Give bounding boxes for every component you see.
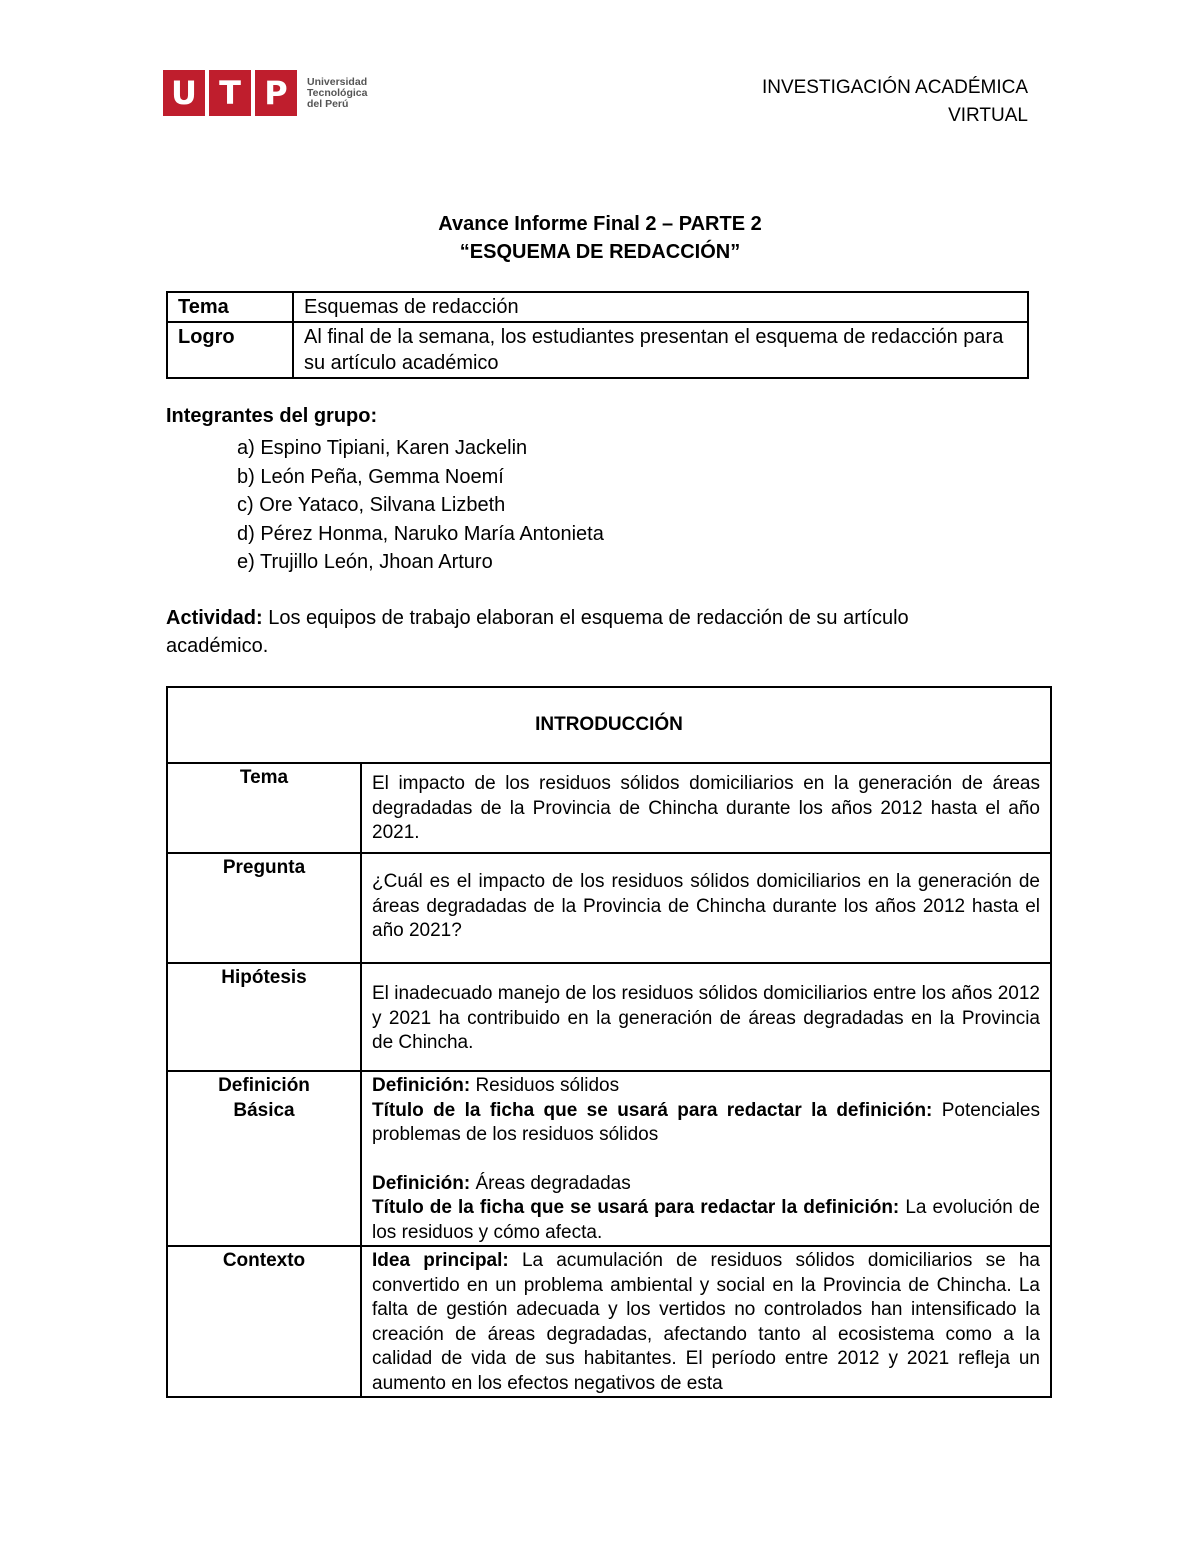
list-item: d) Pérez Honma, Naruko María Antonieta [237,522,604,545]
logo-letters [163,70,301,116]
tema-value: Esquemas de redacción [293,292,1028,322]
course-title: INVESTIGACIÓN ACADÉMICA [761,77,1028,98]
definition-2-value: Áreas degradadas [470,1172,631,1194]
table-row [167,1246,1051,1397]
hipotesis-row-value: El inadecuado manejo de los residuos sólidos domiciliarios entre los años 2012 y 2021 ha contribuido en la generación de áreas degradadas en la Provincia de Chincha. [361,963,1051,1071]
title-line-2: “ESQUEMA DE REDACCIÓN” [459,241,741,263]
contexto-row-value [361,1246,1051,1397]
definition-2 [372,1172,1040,1197]
idea-principal-label: Idea principal: [372,1250,509,1271]
pregunta-row-value: ¿Cuál es el impacto de los residuos sólidos domiciliarios en la generación de áreas degradadas de la Provincia de Chincha durante los años 2012 hasta el año 2021? [361,853,1051,963]
utp-logo [163,70,367,116]
definition-1-ficha [372,1099,1040,1148]
members-list [166,434,604,577]
activity-text: Los equipos de trabajo elaboran el esquema de redacción de su artículo académico. [166,607,909,657]
list-item: b) León Peña, Gemma Noemí [237,465,504,488]
table-row [167,963,1051,1071]
logo-text [307,77,367,110]
activity-paragraph [166,604,996,660]
members-heading: Integrantes del grupo: [166,405,378,427]
definition-2-ficha-value: La evolución de los residuos y cómo afecta. [372,1197,1040,1243]
table-row [167,853,1051,963]
definition-1-ficha-value: Potenciales problemas de los residuos sólidos [372,1099,1040,1145]
pregunta-row-label: Pregunta [167,853,361,963]
contexto-row-label: Contexto [167,1246,361,1397]
list-item: a) Espino Tipiani, Karen Jackelin [237,437,528,459]
introduction-heading: INTRODUCCIÓN [167,687,1051,763]
group-members [166,402,604,577]
ficha-label: Título de la ficha que se usará para redactar la definición: [372,1099,933,1121]
definition-1-label: Definición: [372,1075,471,1096]
table-row [167,322,1028,378]
introduction-table [166,686,1052,1398]
topic-table [166,291,1029,379]
logo-text-line: del Perú [307,97,349,110]
logo-letter-u: U [163,70,205,116]
table-row [167,1071,1051,1246]
definition-1-value: Residuos sólidos [470,1075,620,1096]
tema-row-value: El impacto de los residuos sólidos domiciliarios en la generación de áreas degradadas de la Provincia de Chincha durante los años 2012 hasta el año 2021. [361,763,1051,853]
list-item: e) Trujillo León, Jhoan Arturo [237,551,493,573]
table-row [167,687,1051,763]
logro-value: Al final de la semana, los estudiantes presentan el esquema de redacción para su artículo académico [293,322,1028,378]
definition-2-ficha [372,1196,1040,1245]
idea-principal-value: La acumulación de residuos sólidos domiciliarios se ha convertido en un problema ambiental y social en la Provincia de Chincha. La falta de gestión adecuada y los vertidos no controlados han intensificado la creación de áreas degradadas, afectando tanto al ecosistema como a la calidad de vida de sus habitantes. El período entre 2012 y 2021 refleja un aumento en los efectos negativos de esta [372,1250,1040,1394]
definition-2-label: Definición: [372,1172,471,1194]
hipotesis-row-label: Hipótesis [167,963,361,1071]
logo-text-line: Universidad [307,75,368,88]
logo-text-line: Tecnológica [307,86,368,99]
course-modality: VIRTUAL [948,105,1028,126]
ficha-label: Título de la ficha que se usará para redactar la definición: [372,1197,900,1218]
logro-label: Logro [167,322,293,378]
tema-label: Tema [167,292,293,322]
definicion-row-label [167,1071,361,1246]
table-row [167,763,1051,853]
table-row [167,292,1028,322]
definicion-row-value [361,1071,1051,1246]
list-item: c) Ore Yataco, Silvana Lizbeth [237,494,506,516]
definicion-label-line: Básica [233,1099,295,1121]
document-title [0,210,1200,266]
title-line-1: Avance Informe Final 2 – PARTE 2 [438,213,762,235]
course-header [762,74,1028,130]
definition-1 [372,1074,1040,1099]
activity-label: Actividad: [166,607,263,629]
logo-letter-t: T [209,70,251,116]
definicion-label-line: Definición [218,1075,310,1096]
tema-row-label: Tema [167,763,361,853]
logo-letter-p: P [255,70,297,116]
